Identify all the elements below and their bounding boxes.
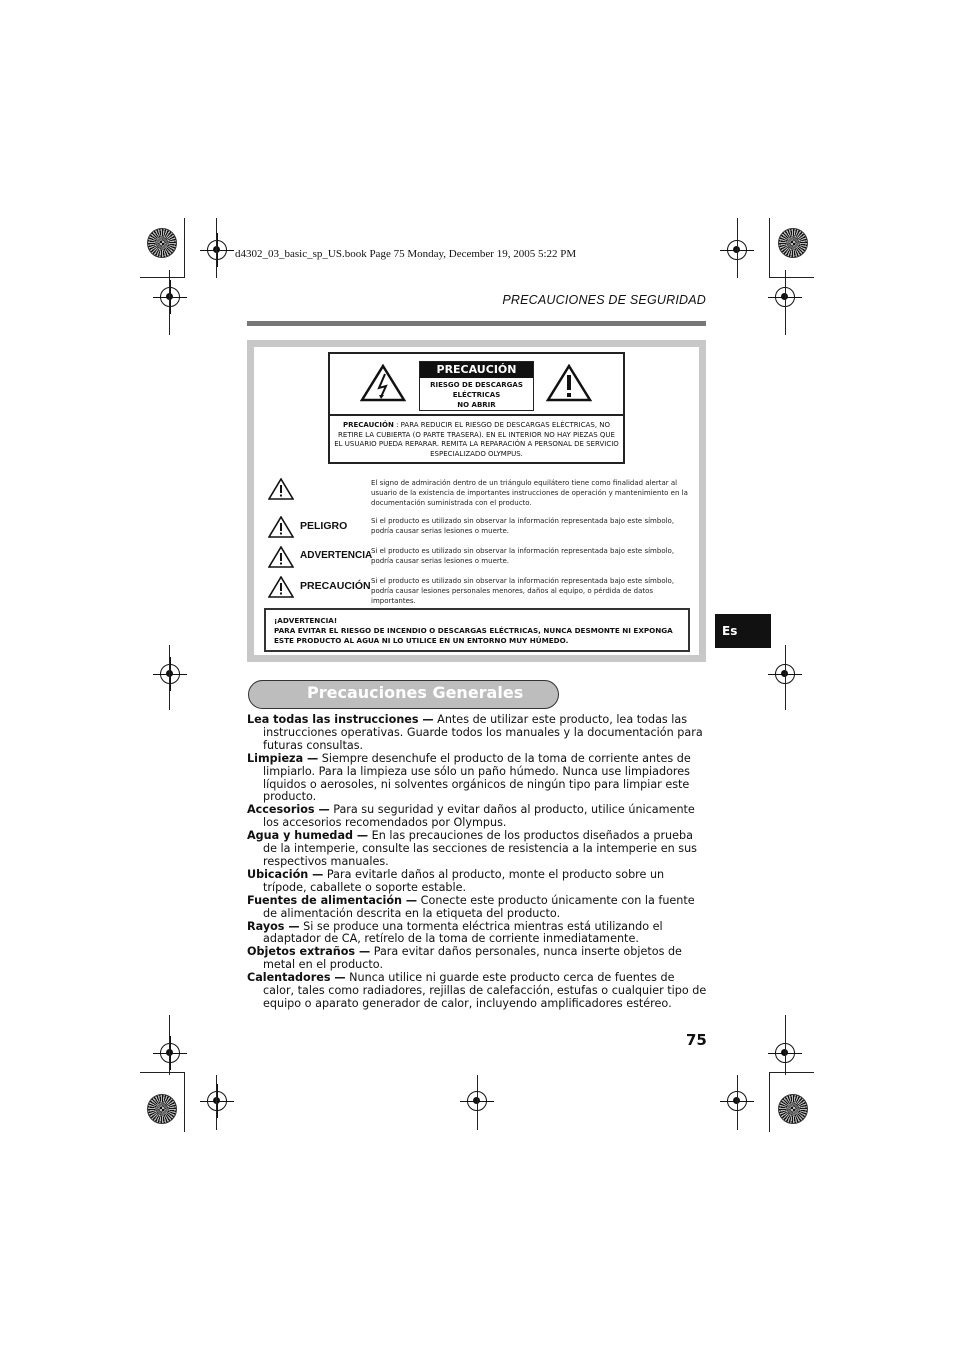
registration-star-icon (147, 228, 177, 258)
symbol-name: PELIGRO (300, 520, 348, 532)
exclamation-warning-icon (546, 364, 592, 402)
precaution-item (247, 714, 709, 753)
precaution-term: Rayos — (247, 919, 300, 933)
caution-text-bold: PRECAUCIÓN (342, 421, 394, 429)
symbol-name: ADVERTENCIA (300, 550, 373, 561)
caution-warning-box (419, 361, 534, 411)
registration-star-icon (778, 1094, 808, 1124)
advertencia-text: PARA EVITAR EL RIESGO DE INCENDIO O DESCARGAS ELÉCTRICAS, NUNCA DESMONTE NI EXPONGA ESTE PRODUCTO AL AGUA NI LO UTILICE EN UN ENTORNO MUY HÚMEDO. (274, 625, 673, 645)
registration-target-icon (207, 240, 227, 260)
precaution-text: Nunca utilice ni guarde este producto cerca de fuentes de calor, tales como radiadores, rejillas de calefacción, estufas o cualquier tipo de equipo o aparato generador de calor, incluyendo amplificadores estéreo. (263, 971, 707, 1010)
exclamation-triangle-icon (268, 576, 294, 598)
advertencia-box (264, 608, 690, 652)
registration-target-icon (160, 287, 180, 307)
symbol-description: Si el producto es utilizado sin observar la información representada bajo este símbolo, podría causar serias lesiones o muerte. (371, 517, 675, 535)
general-precautions-list (247, 714, 709, 1011)
precaution-term: Objetos extraños — (247, 945, 371, 959)
precaution-text: Si se produce una tormenta eléctrica mientras está utilizando el adaptador de CA, retírelo de la toma de corriente inmediatamente. (263, 919, 663, 946)
precaution-text: Siempre desenchufe el producto de la toma de corriente antes de limpiarlo. Para la limpieza use sólo un paño húmedo. Nunca use limpiadores líquidos o aerosoles, ni solventes orgánicos de ningún tipo para limpiar este producto. (263, 751, 691, 804)
precaution-item (247, 921, 709, 947)
precaution-term: Lea todas las instrucciones — (247, 713, 434, 726)
precaution-term: Accesorios — (247, 803, 330, 817)
caution-line: ELÉCTRICAS (452, 391, 501, 399)
symbol-description: Si el producto es utilizado sin observar la información representada bajo este símbolo, podría causar lesiones personales menores, daños al equipo, o pérdida de datos importantes. (371, 577, 675, 605)
precaution-text: Para su seguridad y evitar daños al producto, utilice únicamente los accesorios recomendados por Olympus. (263, 803, 695, 830)
precaution-term: Calentadores — (247, 971, 346, 985)
lightning-warning-icon (360, 364, 406, 402)
precaution-item (247, 753, 709, 805)
registration-star-icon (778, 228, 808, 258)
exclamation-triangle-icon (268, 478, 294, 500)
precaution-item (247, 895, 709, 921)
precaution-text: Para evitar daños personales, nunca inserte objetos de metal en el producto. (263, 945, 682, 972)
symbol-name: PRECAUCIÓN (300, 580, 371, 592)
section-title: Precauciones Generales (307, 683, 524, 702)
precaution-term: Fuentes de alimentación — (247, 893, 418, 907)
section-heading (248, 680, 559, 709)
header-rule (247, 321, 706, 326)
precaution-text: En las precauciones de los productos diseñados a prueba de la intemperie, consulte las secciones de resistencia a la intemperie en sus respectivos manuales. (263, 829, 698, 868)
precaution-text: Antes de utilizar este producto, lea todas las instrucciones operativas. Guarde todos los manuales y la documentación para futuras consultas. (263, 713, 703, 752)
precaution-term: Ubicación — (247, 867, 324, 881)
caution-line: RIESGO DE DESCARGAS (430, 381, 523, 389)
precaution-item (247, 830, 709, 869)
precaution-text: Para evitarle daños al producto, monte el producto sobre un trípode, caballete o soporte estable. (263, 867, 665, 894)
symbol-description: El signo de admiración dentro de un triángulo equilátero tiene como finalidad alertar al usuario de la existencia de importantes instrucciones de operación y mantenimiento en la documentación suministrada con el producto. (371, 479, 688, 507)
precaution-item (247, 869, 709, 895)
page-number: 75 (686, 1031, 707, 1049)
caution-label-text (334, 421, 619, 459)
registration-target-icon (207, 1091, 227, 1111)
advertencia-title: ¡ADVERTENCIA! (274, 616, 338, 625)
precaution-term: Limpieza — (247, 751, 319, 765)
exclamation-triangle-icon (268, 546, 294, 568)
registration-star-icon (147, 1094, 177, 1124)
precaution-item (247, 804, 709, 830)
precaution-term: Agua y humedad — (247, 829, 369, 843)
precaution-text: Conecte este producto únicamente con la fuente de alimentación descrita en la etiqueta del producto. (263, 893, 695, 920)
caution-line: NO ABRIR (457, 401, 496, 409)
exclamation-triangle-icon (268, 516, 294, 538)
symbol-description: Si el producto es utilizado sin observar la información representada bajo este símbolo, podría causar serias lesiones o muerte. (371, 547, 675, 565)
registration-target-icon (160, 664, 180, 684)
book-info: d4302_03_basic_sp_US.book Page 75 Monday, December 19, 2005 5:22 PM (235, 248, 577, 260)
precaution-item (247, 972, 709, 1011)
registration-target-icon (160, 1043, 180, 1063)
language-tab: Es (715, 614, 771, 648)
caution-header: PRECAUCIÓN (420, 362, 533, 378)
running-head: PRECAUCIONES DE SEGURIDAD (502, 293, 706, 307)
caution-text-body: : PARA REDUCIR EL RIESGO DE DESCARGAS ELÉCTRICAS, NO RETIRE LA CUBIERTA (O PARTE TRASERA). EN EL INTERIOR NO HAY PIEZAS QUE EL USUARIO PUEDA REPARAR. REMITA LA REPARACIÓN A PERSONAL DE SERVICIO ESPECIALIZADO OLYMPUS. (334, 421, 619, 458)
precaution-item (247, 946, 709, 972)
